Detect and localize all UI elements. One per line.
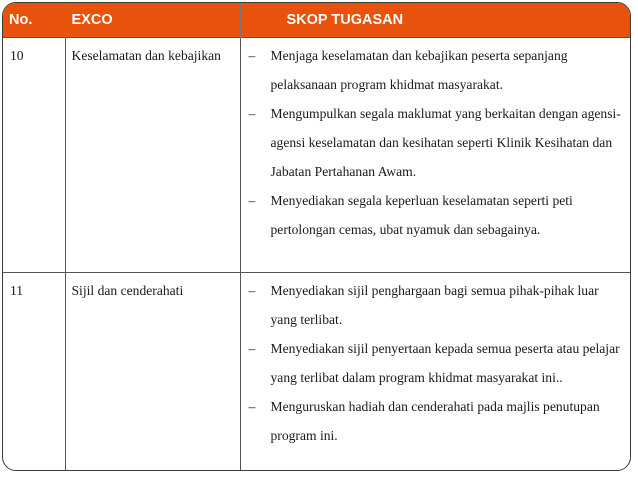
- table-header-row: [3, 3, 630, 37]
- header-exco: EXCO: [65, 3, 240, 37]
- row-exco: Keselamatan dan kebajikan: [65, 37, 240, 272]
- row-number: 11: [3, 272, 65, 471]
- row-tasks: [240, 272, 630, 471]
- task-item: – Mengumpulkan segala maklumat yang berkaitan dengan agensi-agensi keselamatan dan kesihatan seperti Klinik Kesihatan dan Jabatan Pertahanan Awam.: [249, 99, 623, 186]
- row-number: 10: [3, 37, 65, 272]
- task-item: – Menyediakan sijil penghargaan bagi semua pihak-pihak luar yang terlibat.: [249, 276, 623, 334]
- row-tasks: [240, 37, 630, 272]
- task-item: – Menyediakan segala keperluan keselamatan seperti peti pertolongan cemas, ubat nyamuk dan sebagainya.: [249, 186, 623, 244]
- task-item: – Menjaga keselamatan dan kebajikan peserta sepanjang pelaksanaan program khidmat masyarakat.: [249, 41, 623, 99]
- task-list: [249, 41, 623, 244]
- exco-duties-table: [3, 3, 630, 471]
- task-list: [249, 276, 623, 450]
- table-row: [3, 272, 630, 471]
- task-item: – Menyediakan sijil penyertaan kepada semua peserta atau pelajar yang terlibat dalam program khidmat masyarakat ini..: [249, 334, 623, 392]
- header-no: No.: [3, 3, 65, 37]
- table-row: [3, 37, 630, 272]
- table-frame: [2, 2, 631, 471]
- row-exco: Sijil dan cenderahati: [65, 272, 240, 471]
- task-item: – Menguruskan hadiah dan cenderahati pada majlis penutupan program ini.: [249, 392, 623, 450]
- header-skop-tugasan: SKOP TUGASAN: [286, 11, 404, 28]
